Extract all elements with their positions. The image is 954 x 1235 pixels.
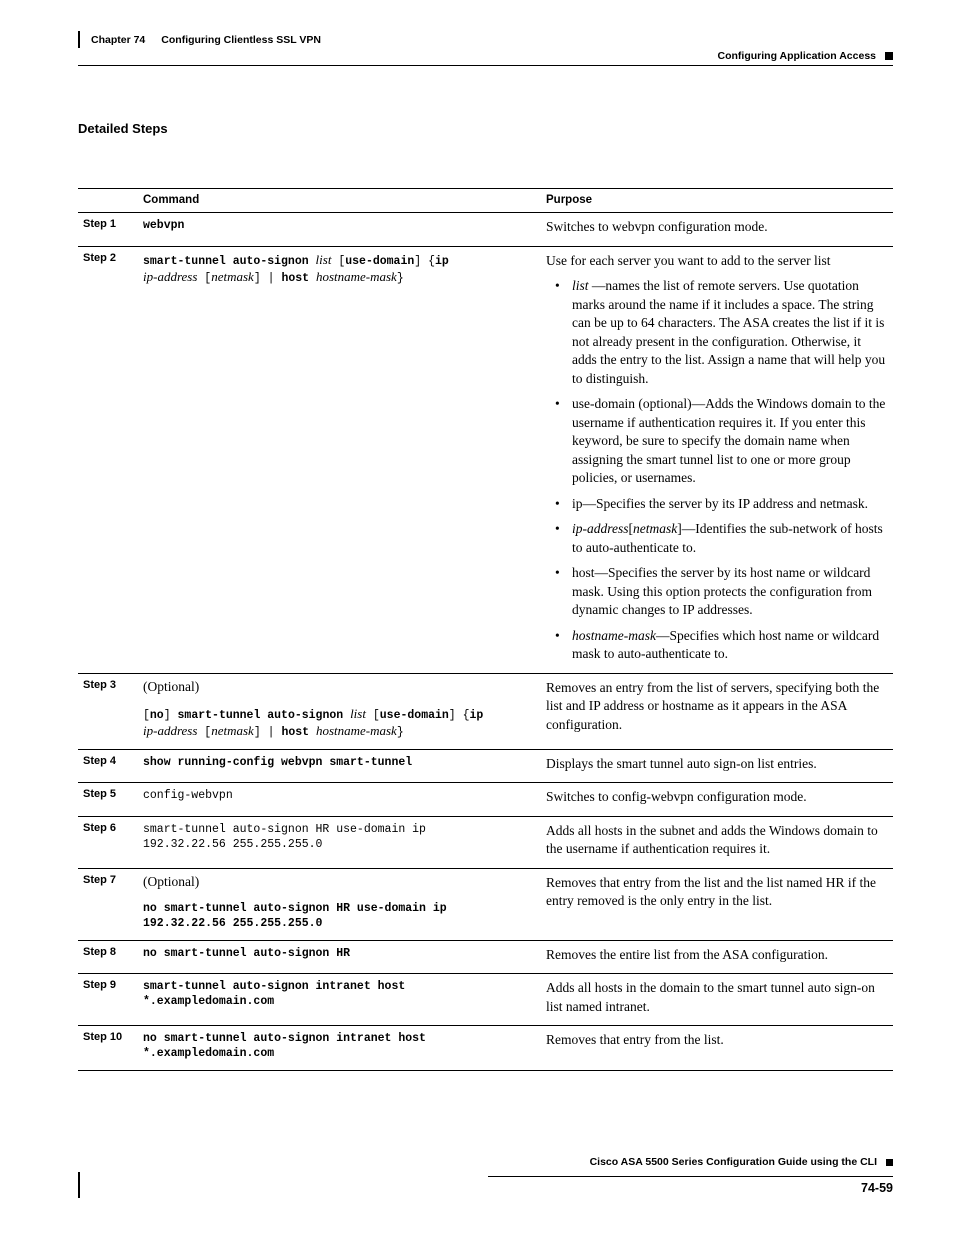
bullet-marker: • (555, 495, 560, 511)
body-text: ip—Specifies the server by its IP address and netmask. (572, 495, 869, 511)
bullet-text (572, 564, 888, 620)
purpose-cell (541, 673, 893, 749)
command-cell (138, 213, 541, 247)
command-literal: 192.32.22.56 255.255.255.0 (143, 837, 323, 851)
table-row (78, 749, 893, 783)
command-keyword: *.exampledomain.com (143, 995, 275, 1008)
body-text: Displays the smart tunnel auto sign-on list entries. (546, 755, 817, 771)
command-keyword: use-domain (379, 708, 449, 722)
table-row (78, 868, 893, 940)
variable-text: hostname-mask (572, 627, 656, 643)
command-literal: } (396, 271, 404, 285)
step-label: Step 3 (78, 673, 138, 749)
bullet-text (572, 395, 888, 488)
bullet-item (555, 495, 888, 514)
footer-crop-mark (78, 1172, 80, 1198)
step-label: Step 8 (78, 940, 138, 974)
body-text: Adds all hosts in the subnet and adds the Windows domain to the username if authentication requires it. (546, 822, 878, 856)
body-text: ]—Identifies the sub-network of hosts to auto-authenticate to. (572, 521, 883, 555)
column-header-command: Command (138, 189, 541, 213)
variable-text: hostname-mask (315, 268, 397, 284)
steps-table-body (78, 213, 893, 1071)
table-row (78, 213, 893, 247)
column-header-purpose: Purpose (541, 189, 893, 213)
command-keyword: use-domain (345, 254, 415, 268)
table-row (78, 974, 893, 1026)
bullet-item (555, 520, 888, 557)
command-cell (138, 974, 541, 1026)
command-keyword: webvpn (143, 219, 185, 232)
detailed-steps-table (78, 188, 893, 1071)
command-keyword: no smart-tunnel auto-signon intranet host (143, 1032, 426, 1045)
bullet-marker: • (555, 396, 560, 411)
purpose-paragraph (546, 979, 888, 1016)
command-keyword: *.exampledomain.com (143, 1047, 275, 1060)
command-keyword: no smart-tunnel auto-signon HR use-domain ip (143, 901, 447, 915)
variable-text: hostname-mask (315, 722, 397, 738)
header-rule (78, 65, 893, 66)
bullet-marker: • (555, 521, 560, 536)
section-title: Configuring Application Access (717, 50, 876, 62)
purpose-paragraph (546, 1031, 888, 1050)
line-gap (143, 696, 536, 706)
variable-text: list (315, 251, 332, 267)
body-text: Switches to config-webvpn configuration mode. (546, 789, 807, 804)
command-keyword: smart-tunnel auto-signon intranet host (143, 980, 406, 993)
page-number: 74-59 (861, 1181, 893, 1195)
variable-text: ip-address (143, 722, 198, 738)
step-label: Step 1 (78, 213, 138, 247)
bullet-marker: • (555, 565, 560, 580)
footer-rule (488, 1176, 893, 1177)
variable-text: ip-address (143, 268, 198, 284)
purpose-cell (541, 213, 893, 247)
command-literal: ] (163, 708, 178, 722)
table-header-row (78, 189, 893, 213)
command-literal: smart-tunnel auto-signon HR use-domain ip (143, 822, 426, 836)
command-literal: [ (143, 708, 150, 722)
table-row (78, 246, 893, 673)
chapter-number: Chapter 74 (91, 33, 146, 46)
command-literal: ] | (253, 725, 282, 739)
body-text: [ (628, 521, 633, 536)
command-literal: [ (365, 708, 380, 722)
command-keyword: host (281, 725, 310, 739)
body-text: Adds all hosts in the domain to the smart tunnel auto sign-on list named intranet. (546, 980, 875, 1014)
step-label: Step 4 (78, 749, 138, 783)
purpose-cell (541, 816, 893, 868)
bullet-text (572, 495, 868, 514)
purpose-paragraph (546, 252, 888, 271)
bullet-text (572, 520, 888, 557)
body-text: —names the list of remote servers. Use quotation marks around the name if it includes a space. The string can be up to 64 characters. The ASA creates the list if it is not already present in the configuration. Otherwise, it adds the entry to the list. Assign a name that will help you to distinguish. (572, 278, 886, 386)
command-cell (138, 816, 541, 868)
step-label: Step 5 (78, 783, 138, 817)
bullet-item (555, 277, 888, 388)
command-keyword: smart-tunnel auto-signon (143, 254, 316, 268)
doc-title-text: Cisco ASA 5500 Series Configuration Guide using the CLI (589, 1156, 877, 1168)
footer-doc-title (590, 1156, 893, 1168)
purpose-cell (541, 868, 893, 940)
page-header-left (78, 31, 321, 48)
header-square-icon (885, 52, 893, 60)
purpose-paragraph (546, 218, 888, 237)
header-crop-mark (78, 31, 80, 48)
command-literal (309, 726, 316, 739)
bullet-marker: • (555, 627, 560, 643)
table-row (78, 1026, 893, 1071)
command-literal: } (396, 725, 404, 739)
command-cell (138, 783, 541, 817)
bullet-item (555, 564, 888, 620)
step-label: Step 2 (78, 246, 138, 673)
command-keyword: ip (469, 708, 484, 722)
table-row (78, 940, 893, 974)
table-row (78, 783, 893, 817)
body-text: Removes that entry from the list. (546, 1032, 724, 1047)
step-label: Step 6 (78, 816, 138, 868)
command-keyword: smart-tunnel auto-signon (177, 708, 351, 722)
purpose-cell (541, 1026, 893, 1071)
command-cell (138, 673, 541, 749)
body-text: use-domain (optional)—Adds the Windows domain to the username if authentication requires it. If you enter this keyword, be sure to specify the domain name when assigning the smart tunnel list to one or more group policies, or usernames. (572, 396, 886, 485)
command-literal: [ (197, 725, 212, 739)
column-header-step (78, 189, 138, 213)
step-label: Step 9 (78, 974, 138, 1026)
chapter-title: Configuring Clientless SSL VPN (161, 33, 321, 46)
variable-text: ip-address (572, 521, 629, 536)
command-literal: ] { (414, 254, 435, 268)
command-cell (138, 868, 541, 940)
body-text: Switches to webvpn configuration mode. (546, 219, 768, 234)
body-text: host—Specifies the server by its host name or wildcard mask. Using this option protects the configuration from dynamic changes to IP addresses. (572, 565, 872, 617)
command-keyword: no (149, 708, 164, 722)
body-text: Use for each server you want to add to the server list (546, 252, 831, 268)
purpose-paragraph (546, 788, 888, 807)
bullet-marker: • (555, 278, 560, 293)
command-literal: [ (331, 254, 346, 268)
command-cell (138, 940, 541, 974)
page-header-right (718, 50, 893, 62)
command-cell (138, 749, 541, 783)
plain-text: (Optional) (143, 873, 200, 889)
purpose-cell (541, 783, 893, 817)
page-title: Detailed Steps (78, 121, 168, 136)
line-gap (143, 891, 536, 901)
command-cell (138, 246, 541, 673)
variable-text: netmask (211, 722, 254, 738)
purpose-paragraph (546, 946, 888, 965)
purpose-cell (541, 749, 893, 783)
variable-text: list (572, 278, 589, 293)
command-literal: ] { (448, 708, 470, 722)
bullet-item (555, 627, 888, 664)
purpose-paragraph (546, 679, 888, 735)
plain-text: (Optional) (143, 678, 200, 694)
command-keyword: 192.32.22.56 255.255.255.0 (143, 916, 323, 930)
body-text: Removes that entry from the list and the list named HR if the entry removed is the only entry in the list. (546, 874, 876, 908)
bullet-text (572, 277, 888, 388)
step-label: Step 7 (78, 868, 138, 940)
command-cell (138, 1026, 541, 1071)
body-text: Removes an entry from the list of servers, specifying both the list and IP address or hostname as it appears in the ASA configuration. (546, 679, 880, 732)
body-text: —Specifies which host name or wildcard mask to auto-authenticate to. (572, 627, 880, 661)
table-row (78, 816, 893, 868)
command-literal (309, 272, 316, 285)
variable-text: list (350, 705, 366, 721)
command-keyword: ip (434, 254, 449, 268)
command-keyword: host (281, 271, 310, 285)
bullet-item (555, 395, 888, 488)
command-keyword: show running-config webvpn smart-tunnel (143, 755, 413, 769)
command-literal: config-webvpn (143, 789, 233, 802)
command-keyword: no smart-tunnel auto-signon HR (143, 946, 351, 960)
variable-text: netmask (633, 521, 678, 536)
bullet-text (572, 627, 888, 664)
table-row (78, 673, 893, 749)
command-literal: ] | (253, 271, 282, 285)
purpose-paragraph (546, 755, 888, 774)
purpose-paragraph (546, 874, 888, 911)
step-label: Step 10 (78, 1026, 138, 1071)
purpose-cell (541, 940, 893, 974)
purpose-paragraph (546, 822, 888, 859)
command-literal: [ (197, 271, 212, 285)
footer-square-icon (886, 1159, 893, 1166)
purpose-cell (541, 974, 893, 1026)
purpose-cell (541, 246, 893, 673)
variable-text: netmask (211, 268, 254, 284)
body-text: Removes the entire list from the ASA configuration. (546, 946, 828, 962)
